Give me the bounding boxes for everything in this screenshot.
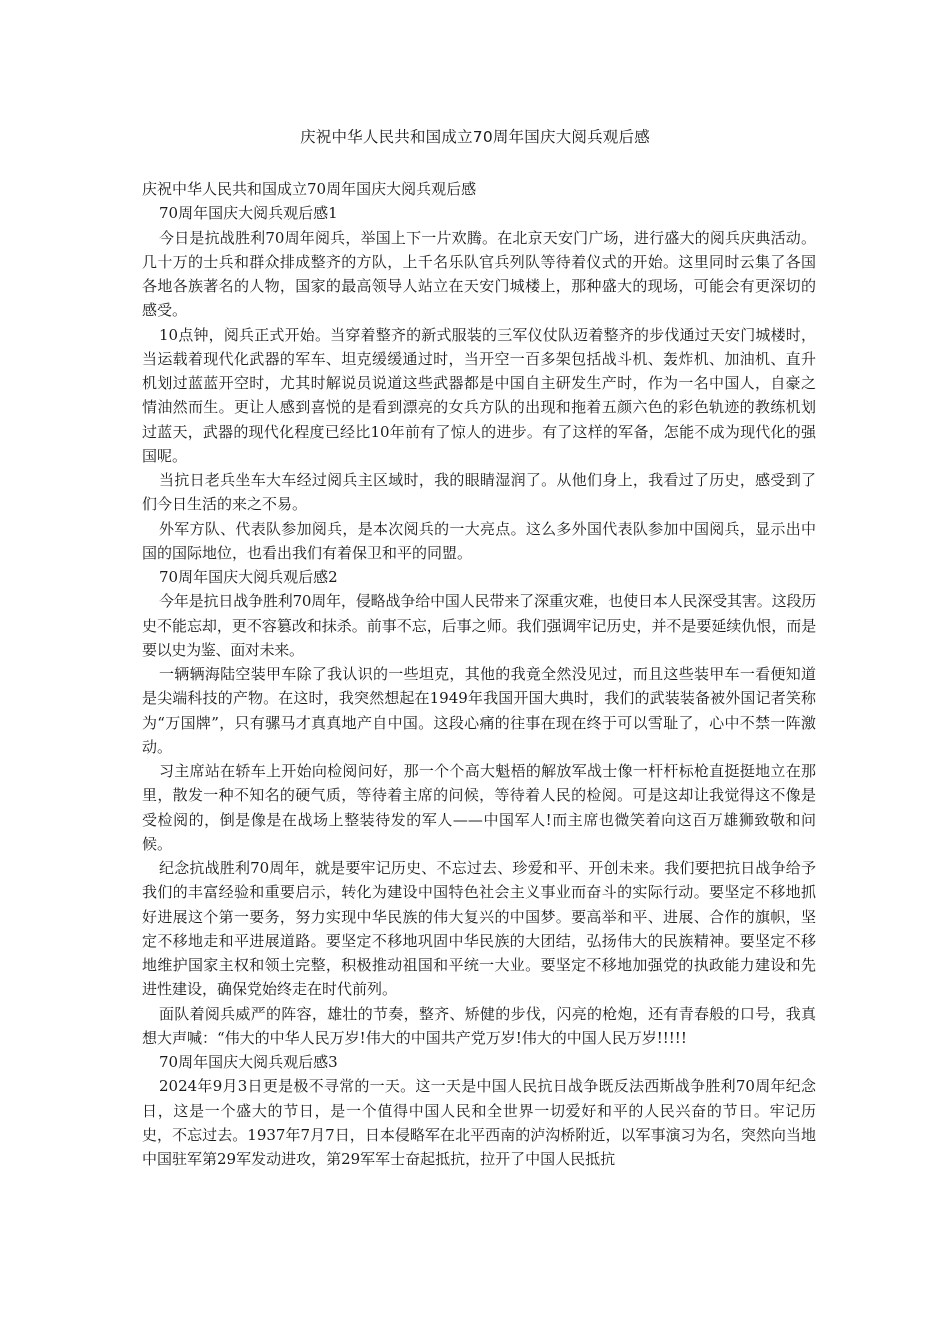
body-paragraph: 一辆辆海陆空装甲车除了我认识的一些坦克，其他的我竟全然没见过，而且这些装甲车一看便知道是尖端科技的产物。在这时，我突然想起在1949年我国开国大典时，我们的武装装备被外国记者笑称为“万国牌”，只有骡马才真真地产自中国。这段心痛的往事在现在终于可以雪耻了，心中不禁一阵激动。	[142, 665, 816, 756]
document-title: 庆祝中华人民共和国成立70周年国庆大阅兵观后感	[300, 128, 650, 146]
body-paragraph: 当抗日老兵坐车大车经过阅兵主区域时，我的眼睛湿润了。从他们身上，我看过了历史，感受到了们今日生活的来之不易。	[142, 471, 816, 514]
body-paragraph: 今日是抗战胜利70周年阅兵，举国上下一片欢腾。在北京天安门广场，进行盛大的阅兵庆典活动。几十万的士兵和群众排成整齐的方队，上千名乐队官兵列队等待着仪式的开始。这里同时云集了各国各地各族著名的人物，国家的最高领导人站立在天安门城楼上，那种盛大的现场，可能会有更深切的感受。	[142, 228, 816, 320]
body-paragraph: 2024年9月3日更是极不寻常的一天。这一天是中国人民抗日战争既反法西斯战争胜利70周年纪念日，这是一个盛大的节日，是一个值得中国人民和全世界一切爱好和平的人民兴奋的节日。牢记历史，不忘过去。1937年7月7日，日本侵略军在北平西南的泸沟桥附近，以军事演习为名，突然向当地中国驻军第29军发动进攻，第29军军士奋起抵抗，拉开了中国人民抵抗	[142, 1077, 816, 1168]
body-paragraph: 今年是抗日战争胜利70周年，侵略战争给中国人民带来了深重灾难，也使日本人民深受其害。这段历史不能忘却，更不容篡改和抹杀。前事不忘，后事之师。我们强调牢记历史，并不是要延续仇恨，而是要以史为鉴、面对未来。	[142, 592, 816, 659]
body-paragraph: 面队着阅兵威严的阵容，雄壮的节奏，整齐、矫健的步伐，闪亮的枪炮，还有青春般的口号，我真想大声喊：“伟大的中华人民万岁!伟大的中国共产党万岁!伟大的中国人民万岁!!!!!	[142, 1004, 816, 1047]
body-paragraph: 10点钟，阅兵正式开始。当穿着整齐的新式服装的三军仪仗队迈着整齐的步伐通过天安门城楼时，当运载着现代化武器的军车、坦克缓缓通过时，当开空一百多架包括战斗机、轰炸机、加油机、直升机划过蓝蓝开空时，尤其时解说员说道这些武器都是中国自主研发生产时，作为一名中国人，自豪之情油然而生。更让人感到喜悦的是看到漂亮的女兵方队的出现和拖着五颜六色的彩色轨迹的教练机划过蓝天，武器的现代化程度已经比10年前有了惊人的进步。有了这样的军备，怎能不成为现代化的强国呢。	[142, 325, 816, 465]
body-paragraph: 习主席站在轿车上开始向检阅问好，那一个个高大魁梧的解放军战士像一杆杆标枪直挺挺地立在那里，散发一种不知名的硬气质，等待着主席的问候，等待着人民的检阅。可是这却让我觉得这不像是受检阅的，倒是像是在战场上整装待发的军人——中国军人!而主席也微笑着向这百万雄狮致敬和问候。	[142, 762, 816, 853]
body-paragraph: 外军方队、代表队参加阅兵，是本次阅兵的一大亮点。这么多外国代表队参加中国阅兵，显示出中国的国际地位，也看出我们有着保卫和平的同盟。	[142, 519, 816, 562]
section-heading: 70周年国庆大阅兵观后感2	[159, 568, 338, 586]
document-body	[142, 177, 816, 1171]
document-heading: 庆祝中华人民共和国成立70周年国庆大阅兵观后感	[142, 180, 477, 198]
body-paragraph: 纪念抗战胜利70周年，就是要牢记历史、不忘过去、珍爱和平、开创未来。我们要把抗日战争给予我们的丰富经验和重要启示，转化为建设中国特色社会主义事业而奋斗的实际行动。要坚定不移地抓好进展这个第一要务，努力实现中华民族的伟大复兴的中国梦。要高举和平、进展、合作的旗帜，坚定不移地走和平进展道路。要坚定不移地巩固中华民族的大团结，弘扬伟大的民族精神。要坚定不移地维护国家主权和领土完整，积极推动祖国和平统一大业。要坚定不移地加强党的执政能力建设和先进性建设，确保党始终走在时代前列。	[142, 859, 816, 999]
section-heading: 70周年国庆大阅兵观后感1	[159, 204, 338, 223]
section-heading: 70周年国庆大阅兵观后感3	[159, 1053, 338, 1071]
